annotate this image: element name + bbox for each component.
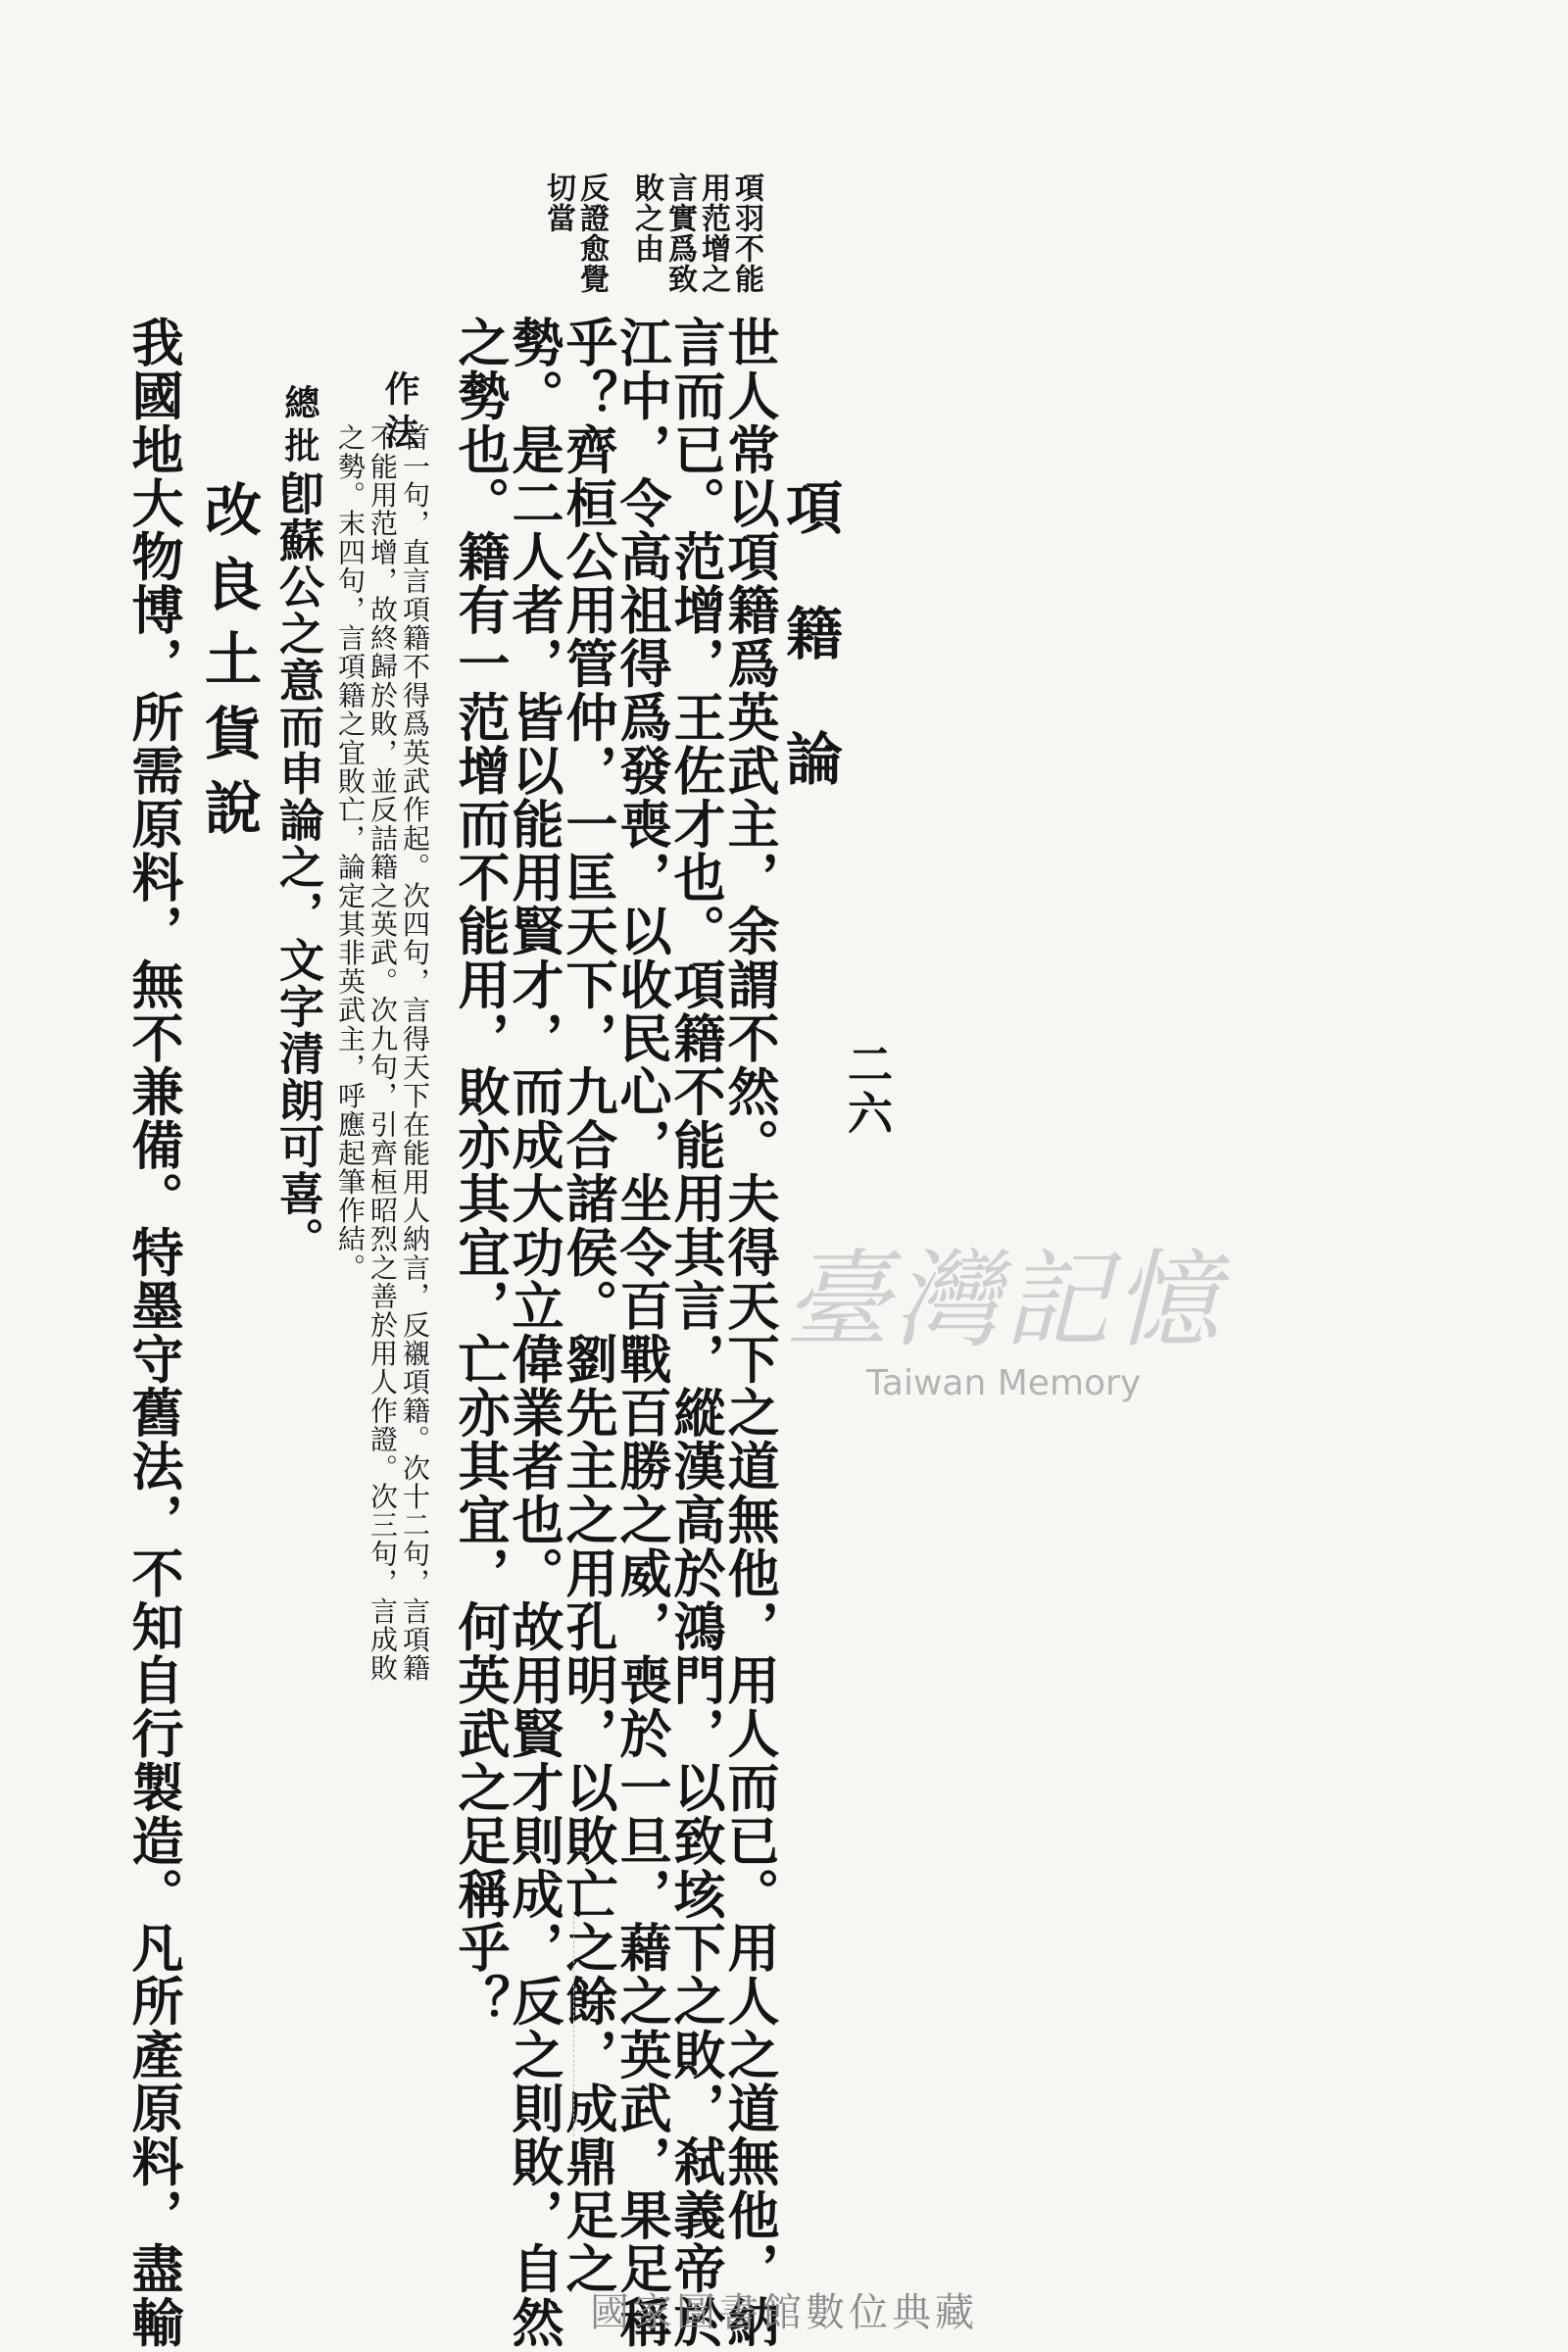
method-label: 作法 [379,370,420,457]
margin-note: 言實爲致 [662,172,697,294]
divider [573,1911,575,2136]
method-note-column: 不能用范增，故終歸於敗，並反詰籍之英武。次九句，引齊桓昭烈之善於用人作證。次三句，言成敗 [367,423,399,1683]
body-column: 言而已。范增，王佐才也。項籍不能用其言，縱漢高於鴻門，以致垓下之敗，弒義帝於 [665,316,726,2349]
article-title: 項籍論 [776,478,843,855]
summary-text: 卽蘇公之意而申論之，文字清朗可喜。 [272,470,325,1264]
body-column: 江中，令高祖得爲發喪，以收民心，坐令百戰百勝之威，喪於一旦，藉之英武，果足稱 [612,316,672,2349]
watermark [784,1215,1223,1403]
article-title: 改良土貨說 [195,480,262,853]
margin-note: 反證愈覺 [574,172,609,294]
margin-note: 用范增之 [696,172,730,294]
margin-note: 切當 [541,172,575,233]
summary-label: 總批 [279,384,320,470]
page-number: 二六 [841,1041,894,1139]
method-note-column: 之勢。末四句，言項籍之宜敗亡，論定其非英武主，呼應起筆作結。 [334,423,367,1282]
margin-note: 項羽不能 [729,172,763,294]
footer-text: 國家圖書館數位典藏 [590,2290,978,2335]
body-column: 我國地大物博，所需原料，無不兼備。特墨守舊法，不知自行製造。凡所產原料，盡輸 [123,316,184,2349]
method-note-column: 首一句，直言項籍不得爲英武作起。次四句，言得天下在能用人納言，反襯項籍。次十二句，言項籍 [399,423,431,1683]
watermark-english: Taiwan Memory [865,1363,1142,1403]
body-column: 之勢也。籍有一范增而不能用，敗亦其宜，亡亦其宜，何英武之足稱乎？ [450,316,511,2029]
body-column: 世人常以項籍爲英武主，余謂不然。夫得天下之道無他，用人而已。用人之道無他，納 [719,316,780,2349]
watermark-chinese: 臺灣記憶 [784,1240,1224,1362]
margin-note: 敗之由 [629,172,663,264]
body-column: 乎？齊桓公用管仲，一匡天下，九合諸侯。劉先主之用孔明，以敗亡之餘，成鼎足之 [558,316,618,2296]
body-column: 勢。是二人者，皆以能用賢才，而成大功立偉業者也。故用賢才則成，反之則敗，自然 [504,316,564,2349]
